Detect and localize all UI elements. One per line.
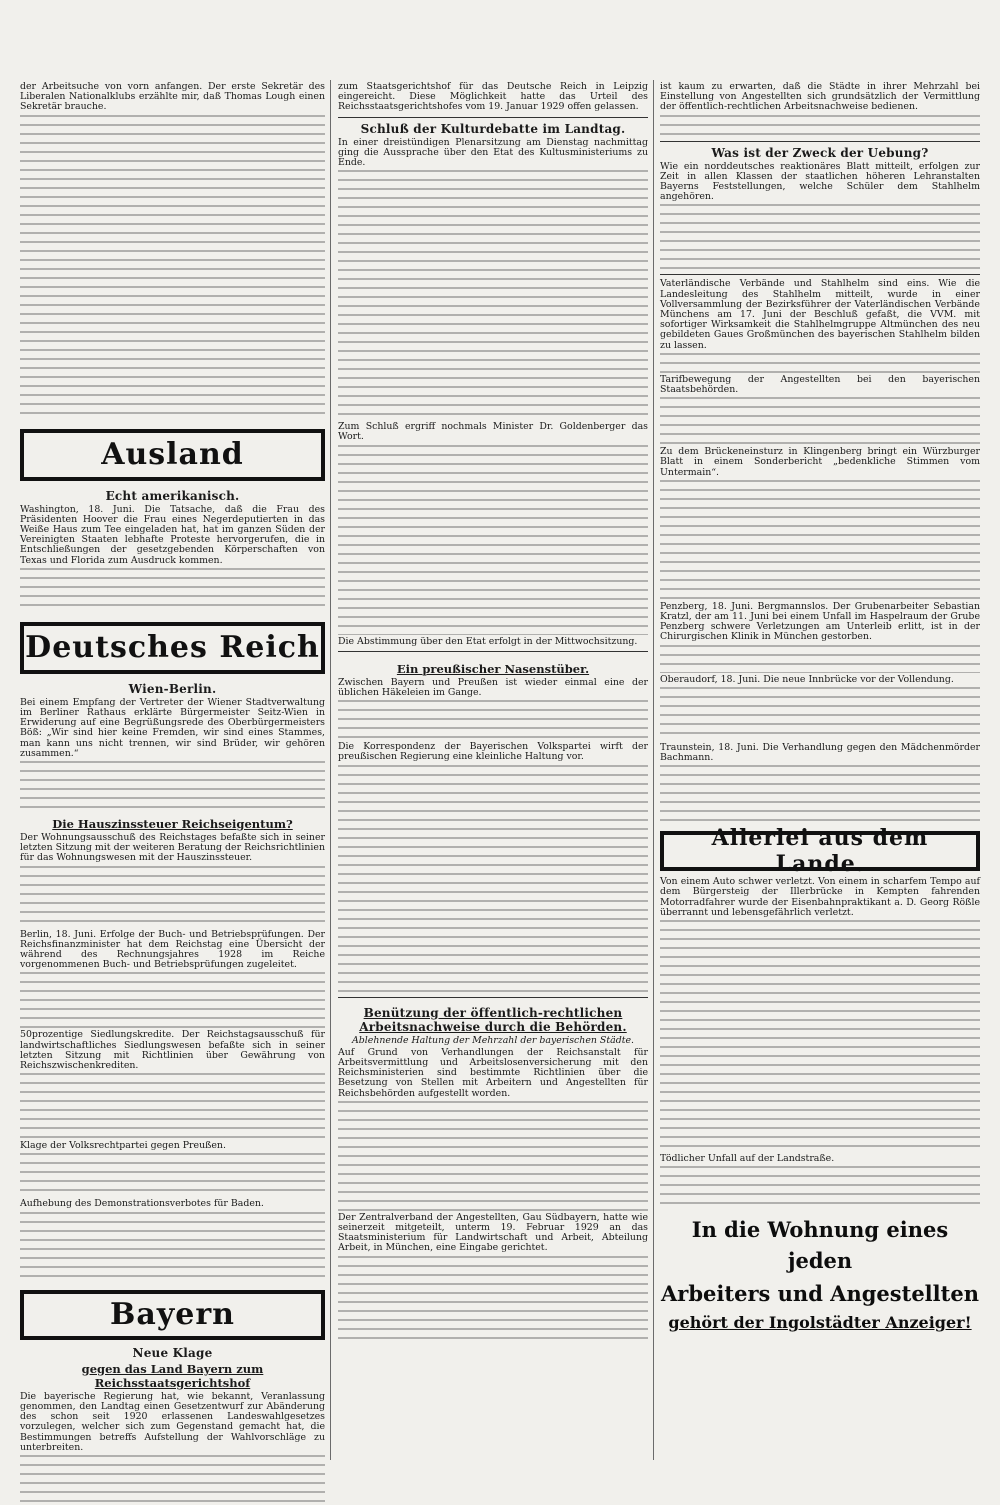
article-lead: Die bayerische Regierung hat, wie bekannt, Veranlassung genommen, den Landtag einen Gesetzentwurf zur Abänderung des schon seit 1920 erlassenen Landeswahlgesetzes vorzulegen, welcher sich zum Gegenstand gemacht hat, die Bestimmungen betreffs Aufstellung der Wahlvorschläge zu unterbreiten. xyxy=(20,1390,325,1453)
section-banner-bayern: Bayern xyxy=(20,1290,325,1340)
article-lead: Von einem Auto schwer verletzt. Von einem in scharfem Tempo auf dem Bürgersteig der Illerbrücke in Kempten fahrenden Motorradfahrer wurde der Eisenbahnpraktikant a. D. Georg Rößle überrannt und lebensgefährlich verletzt. xyxy=(660,876,980,918)
body-text-block xyxy=(660,1166,980,1208)
article-headline: Wien-Berlin. xyxy=(128,681,217,696)
body-text-block xyxy=(20,1455,325,1505)
article-lead: Klage der Volksrechtpartei gegen Preußen. xyxy=(20,1140,226,1152)
article-lead: Der Wohnungsausschuß des Reichstages befaßte sich in seiner letzten Sitzung mit der weiteren Beratung der Reichsrichtlinien für das Wohnungswesen mit der Hauszinssteuer. xyxy=(20,832,325,864)
body-text-block xyxy=(20,761,325,811)
middle-column xyxy=(338,80,648,1340)
body-text-block xyxy=(20,1212,325,1278)
article-lead: Bei einem Empfang der Vertreter der Wiener Stadtverwaltung im Berliner Rathaus erklärte Bürgermeister Seitz-Wien in Erwiderung auf eine Begrüßungsrede des Oberbürgermeisters Böß: „Wir sind hier keine Fremden, wir sind eines Stammes, man kann uns nicht trennen, wir sind Brüder, wir gehören zusammen.“ xyxy=(20,696,325,759)
ad-line: In die Wohnung eines jeden xyxy=(691,1217,949,1274)
article-lead: Penzberg, 18. Juni. Bergmannslos. Der Grubenarbeiter Sebastian Kratzl, der am 11. Juni bei einem Unfall im Haspelraum der Grube Penzberg schwere Verletzungen am Unterleib erlitt, ist in der Chirurgischen Klinik in München gestorben. xyxy=(660,600,980,643)
article-lead: In einer dreistündigen Plenarsitzung am Dienstag nachmittag ging die Aussprache über den Etat des Kultusministeriums zu Ende. xyxy=(338,136,648,169)
left-column xyxy=(20,80,325,1505)
body-text-block xyxy=(338,1101,648,1211)
article-lead: Oberaudorf, 18. Juni. Die neue Innbrücke vor der Vollendung. xyxy=(660,673,954,685)
body-text-block xyxy=(20,568,325,608)
body-text-block xyxy=(20,1153,325,1197)
article-headline: Was ist der Zweck der Uebung? xyxy=(711,145,929,160)
article-lead: 50prozentige Siedlungskredite. Der Reichstagsausschuß für landwirtschaftliches Siedlungswesen befaßte sich in seiner letzten Sitzung mit Richtlinien über Gewährung von Reichszwischenkrediten. xyxy=(20,1029,325,1072)
body-text-block xyxy=(338,170,648,420)
body-text-block xyxy=(338,1256,648,1340)
advertisement xyxy=(660,1214,980,1332)
separator xyxy=(660,274,980,275)
article-lead: Tödlicher Unfall auf der Landstraße. xyxy=(660,1153,835,1165)
article-lead: Traunstein, 18. Juni. Die Verhandlung gegen den Mädchenmörder Bachmann. xyxy=(660,741,980,764)
article-lead: Aufhebung des Demonstrationsverbotes für Baden. xyxy=(20,1198,264,1210)
body-text-block xyxy=(660,765,980,821)
section-banner-allerlei: Allerlei aus dem Lande. xyxy=(660,831,980,871)
body-text-block xyxy=(660,687,980,741)
ad-line: Arbeiters und Angestellten xyxy=(661,1281,979,1307)
continued-article-lead: zum Staatsgerichtshof für das Deutsche Reich in Leipzig eingereicht. Diese Möglichkeit hatte das Urteil des Reichsstaatsgerichtshofes vom 19. Januar 1929 offen gelassen. xyxy=(338,81,648,113)
section-banner-ausland: Ausland xyxy=(20,429,325,481)
article-subheadline: Ablehnende Haltung der Mehrzahl der bayerischen Städte. xyxy=(352,1034,634,1046)
article-lead: Vaterländische Verbände und Stahlhelm sind eins. Wie die Landesleitung des Stahlhelm mitteilt, wurde in einer Vollversammlung der Bezirksführer der Vaterländischen Verbände Münchens am 17. Juni der Beschluß gefaßt, die VVM. mit sofortiger Wirksamkeit die Stahlhelmgruppe Altmünchen des neu gebildeten Gaues Großmünchen des bayerischen Stahlhelm bilden zu lassen. xyxy=(660,278,980,351)
body-text-block xyxy=(660,204,980,270)
body-text-block xyxy=(20,115,325,415)
continued-article-lead: der Arbeitsuche von vorn anfangen. Der erste Sekretär des Liberalen Nationalklubs erzählte mir, daß Thomas Lough einen Sekretär brauche. xyxy=(20,81,325,113)
article-lead: Zwischen Bayern und Preußen ist wieder einmal eine der üblichen Häkeleien im Gange. xyxy=(338,676,648,699)
article-lead: Berlin, 18. Juni. Erfolge der Buch- und Betriebsprüfungen. Der Reichsfinanzminister hat dem Reichstag eine Übersicht der während des Rechnungsjahres 1928 im Reiche vorgenommenen Buch- und Betriebsprüfungen zugeleitet. xyxy=(20,928,325,971)
article-lead: Die Abstimmung über den Etat erfolgt in der Mittwochsitzung. xyxy=(338,635,638,647)
separator xyxy=(660,141,980,142)
separator xyxy=(338,117,648,118)
article-headline: Ein preußischer Nasenstüber. xyxy=(396,661,590,676)
body-text-block xyxy=(660,115,980,137)
article-headline: Echt amerikanisch. xyxy=(105,488,240,503)
article-lead: Washington, 18. Juni. Die Tatsache, daß die Frau des Präsidenten Hoover die Frau eines Negerdeputierten in das Weiße Haus zum Tee eingeladen hat, hat im ganzen Süden der Vereinigten Staaten lebhafte Proteste hervorgerufen, die in Entschließungen der gesetzgebenden Körperschaften von Texas und Florida zum Ausdruck kommen. xyxy=(20,503,325,566)
article-lead: Wie ein norddeutsches reaktionäres Blatt mitteilt, erfolgen zur Zeit in allen Klassen der staatlichen höheren Lehranstalten Bayerns Feststellungen, welche Schüler dem Stahlhelm angehören. xyxy=(660,160,980,203)
article-lead: Tarifbewegung der Angestellten bei den bayerischen Staatsbehörden. xyxy=(660,373,980,396)
body-text-block xyxy=(660,480,980,600)
body-text-block xyxy=(20,972,325,1028)
article-lead: Die Korrespondenz der Bayerischen Volkspartei wirft der preußischen Regierung eine kleinliche Haltung vor. xyxy=(338,741,648,763)
body-text-block xyxy=(660,920,980,1152)
article-subheadline: gegen das Land Bayern zum Reichsstaatsgerichtshof xyxy=(81,1361,264,1390)
column-rule xyxy=(653,80,654,1460)
continued-article-lead: ist kaum zu erwarten, daß die Städte in ihrer Mehrzahl bei Einstellung von Angestellten sich grundsätzlich der Vermittlung der öffentlich-rechtlichen Arbeitsnachweise bedienen. xyxy=(660,81,980,113)
body-text-block xyxy=(660,645,980,673)
body-text-block xyxy=(20,1073,325,1139)
article-headline: Schluß der Kulturdebatte im Landtag. xyxy=(360,121,626,136)
article-lead: Zu dem Brückeneinsturz in Klingenberg bringt ein Würzburger Blatt in einem Sonderbericht „bedenkliche Stimmen vom Untermain“. xyxy=(660,446,980,478)
article-headline: Benützung der öffentlich-rechtlichen Arbeitsnachweise durch die Behörden. xyxy=(359,1005,627,1034)
body-text-block xyxy=(660,397,980,445)
body-text-block xyxy=(20,866,325,928)
article-headline: Die Hauszinssteuer Reichseigentum? xyxy=(52,817,293,832)
separator xyxy=(338,997,648,998)
body-text-block xyxy=(338,445,648,635)
right-column xyxy=(660,80,980,1332)
body-text-block xyxy=(338,700,648,740)
section-banner-deutsches-reich: Deutsches Reich xyxy=(20,622,325,674)
ad-line: gehört der Ingolstädter Anzeiger! xyxy=(668,1313,972,1333)
body-text-block xyxy=(660,353,980,373)
article-lead: Zum Schluß ergriff nochmals Minister Dr. Goldenberger das Wort. xyxy=(338,421,648,443)
body-text-block xyxy=(338,765,648,993)
article-lead: Auf Grund von Verhandlungen der Reichsanstalt für Arbeitsvermittlung und Arbeitslosenversicherung mit den Reichsministerien sind bestimmte Richtlinien über die Besetzung von Stellen mit Arbeitern und Angestellten für Reichsbehörden aufgestellt worden. xyxy=(338,1046,648,1099)
separator xyxy=(338,651,648,652)
article-lead: Der Zentralverband der Angestellten, Gau Südbayern, hatte wie seinerzeit mitgeteilt, unterm 19. Februar 1929 an das Staatsministerium für Landwirtschaft und Arbeit, Abteilung Arbeit, in München, eine Eingabe gerichtet. xyxy=(338,1211,648,1254)
column-rule xyxy=(330,80,331,1460)
article-headline: Neue Klage xyxy=(132,1345,213,1360)
